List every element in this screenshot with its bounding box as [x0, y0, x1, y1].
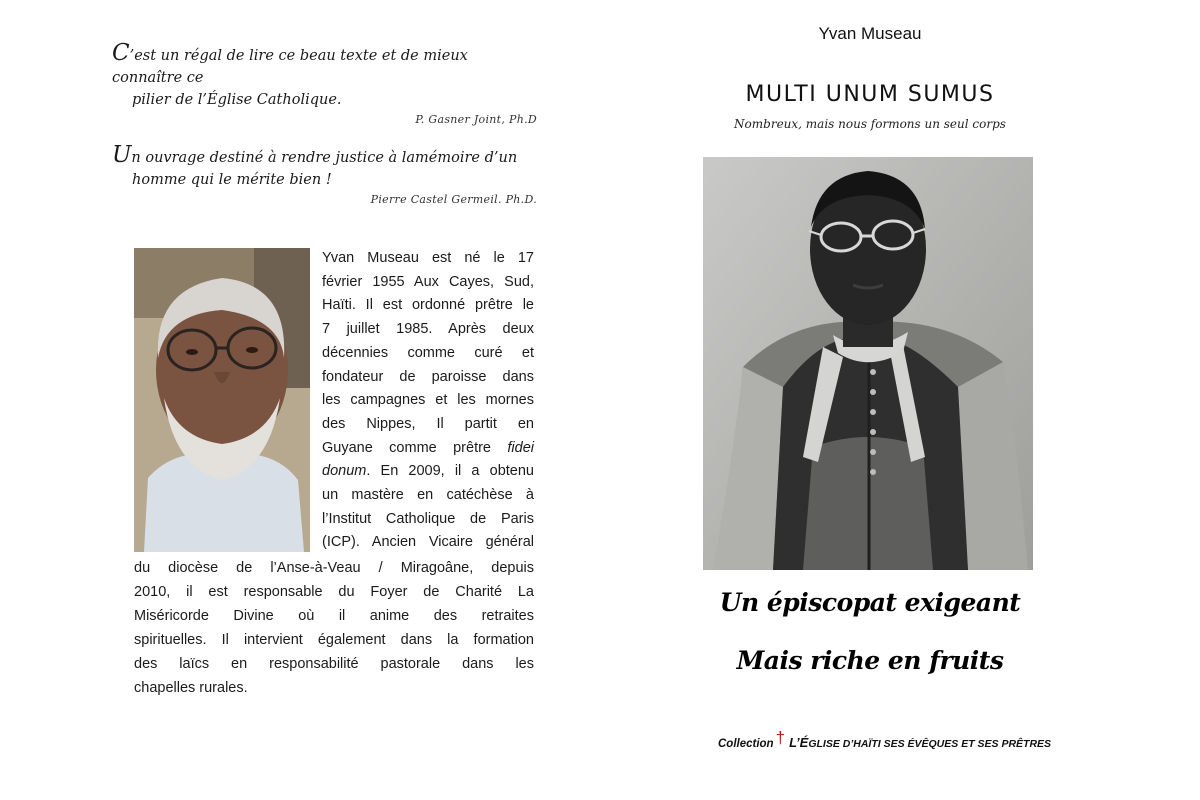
bio-line: l’Institut Catholique de Paris [322, 510, 534, 527]
biography-column [322, 247, 534, 555]
biography-continued [134, 556, 534, 700]
bio-line: 7 juillet 1985. Après deux [322, 321, 534, 338]
quote-initial: C [112, 40, 130, 66]
quote-text [112, 144, 537, 191]
bio-line: Yvan Museau est né le 17 [322, 250, 534, 266]
quote-author: P. Gasner Joint, Ph.D [415, 113, 537, 126]
bio-line: du diocèse de l’Anse-à-Veau / Miragoâne, depuis [134, 560, 534, 576]
bio-line: 2010, il est responsable du Foyer de Charité La [134, 584, 534, 600]
series-rest: GLISE D’HAÏTI SES ÉVÊQUES ET SES PRÊTRES [808, 738, 1052, 750]
portrait-illustration [134, 248, 310, 552]
quote-initial: U [112, 142, 132, 168]
cross-icon: † [775, 728, 786, 747]
bio-line: un mastère en catéchèse à [322, 487, 534, 504]
bio-line: les campagnes et les mornes [322, 392, 534, 409]
bio-line: Miséricorde Divine où il anime des retraites [134, 608, 534, 624]
series-initial: L’É [789, 735, 809, 750]
quote-line-2: homme qui le mérite bien ! [132, 172, 332, 188]
bio-line: des Nippes, Il partit en [322, 415, 534, 432]
quote-1 [112, 42, 537, 126]
bio-line: (ICP). Ancien Vicaire général [322, 534, 534, 551]
collection-line [718, 728, 1052, 752]
book-subtitle: Nombreux, mais nous formons un seul corps [734, 117, 1006, 131]
front-cover [600, 0, 1200, 800]
quote-2 [112, 144, 537, 206]
collection-series [789, 735, 1052, 750]
bio-line: Guyane comme prêtre fidei [322, 439, 534, 456]
author-portrait-photo [134, 248, 310, 552]
quote-author: Pierre Castel Germeil. Ph.D. [370, 193, 537, 206]
bio-line: fondateur de paroisse dans [322, 368, 534, 385]
cover-tagline-1: Un épiscopat exigeant [719, 588, 1021, 617]
bio-line: donum. En 2009, il a obtenu [322, 463, 534, 480]
bio-line: spirituelles. Il intervient également dans la formation [134, 632, 534, 648]
bio-line: Haïti. Il est ordonné prêtre le [322, 297, 534, 314]
bio-line: décennies comme curé et [322, 344, 534, 361]
quote-line-2: pilier de l’Église Catholique. [132, 92, 342, 108]
author-name: Yvan Museau [818, 24, 922, 43]
bio-line: février 1955 Aux Cayes, Sud, [322, 273, 534, 290]
quote-text [112, 42, 537, 111]
collection-label: Collection [718, 738, 774, 750]
quote-line-1: ’est un régal de lire ce beau texte et de mieux connaître ce [112, 48, 468, 86]
cover-tagline-2: Mais riche en fruits [736, 646, 1004, 675]
bishop-portrait-photo [703, 157, 1033, 570]
bishop-illustration [703, 157, 1033, 570]
quote-line-1: n ouvrage destiné à rendre justice à lamémoire d’un [131, 150, 518, 166]
bio-line: des laïcs en responsabilité pastorale dans les [134, 656, 534, 672]
book-title: MULTI UNUM SUMUS [745, 82, 995, 107]
bio-line: chapelles rurales. [134, 680, 248, 696]
